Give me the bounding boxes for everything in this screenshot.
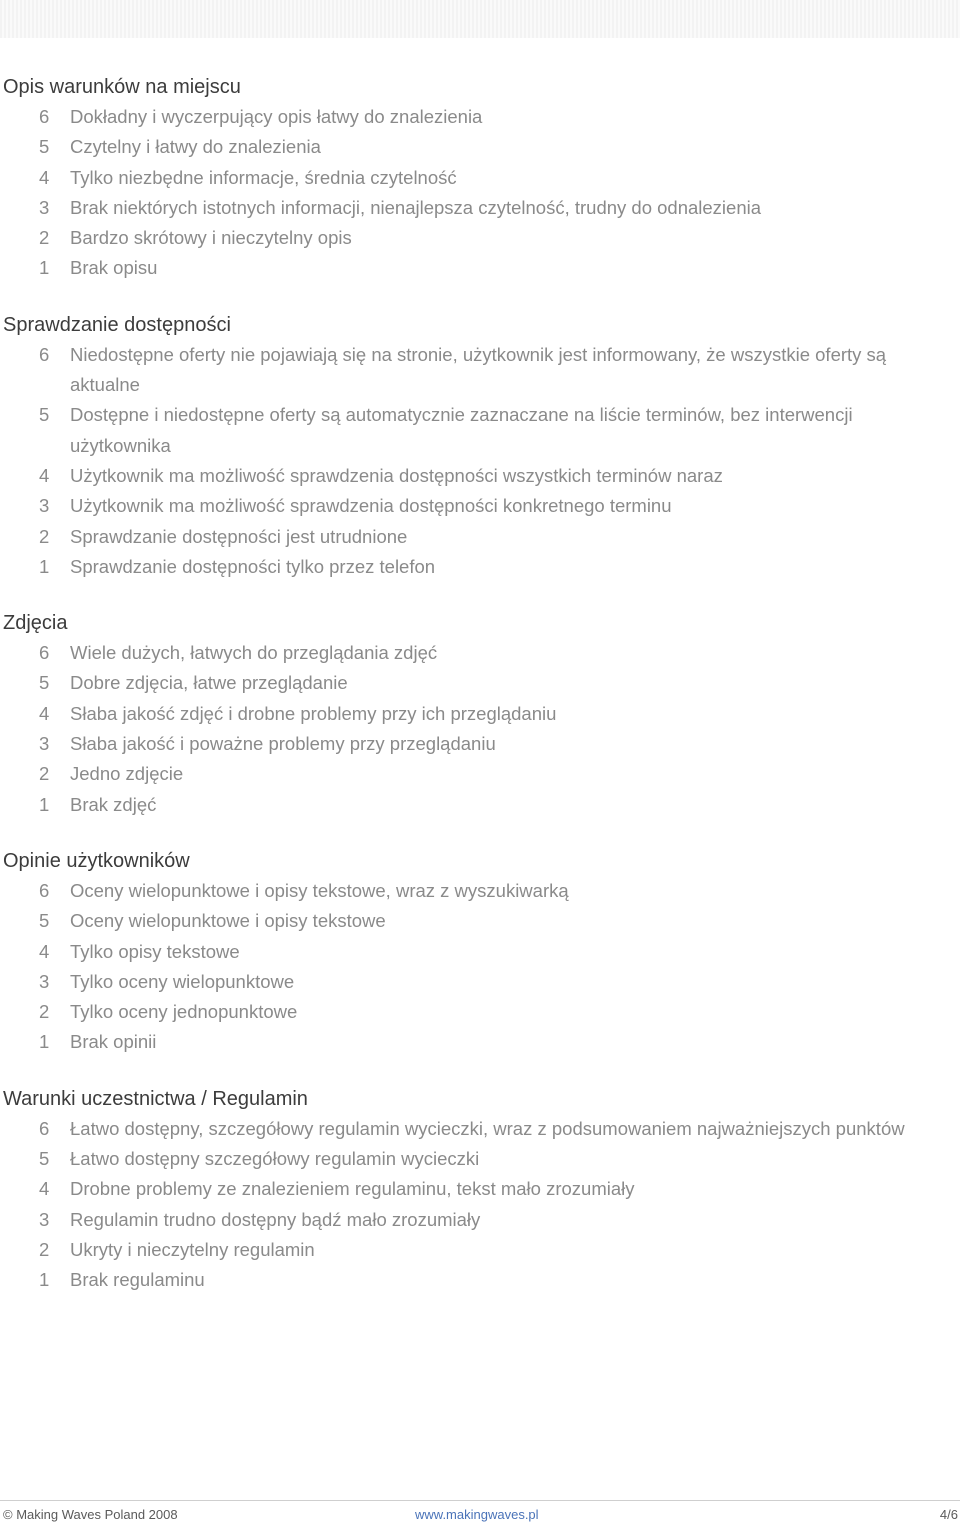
criteria-item bbox=[3, 906, 943, 936]
item-score: 5 bbox=[39, 136, 50, 158]
item-score: 1 bbox=[39, 257, 50, 279]
footer-website-link[interactable]: www.makingwaves.pl bbox=[415, 1507, 539, 1522]
criteria-item bbox=[3, 1027, 943, 1057]
item-description: Wiele dużych, łatwych do przeglądania zdjęć bbox=[70, 642, 438, 664]
item-score: 1 bbox=[39, 1269, 50, 1291]
item-score: 1 bbox=[39, 793, 50, 815]
item-score: 2 bbox=[39, 763, 50, 785]
criteria-item bbox=[3, 668, 943, 698]
item-score: 1 bbox=[39, 555, 50, 577]
criteria-item bbox=[3, 253, 943, 283]
item-score: 5 bbox=[39, 910, 50, 932]
criteria-item bbox=[3, 400, 943, 461]
item-description: Dostępne i niedostępne oferty są automatycznie zaznaczane na liście terminów, bez interwencji użytkownika bbox=[70, 404, 853, 456]
item-description: Tylko niezbędne informacje, średnia czytelność bbox=[70, 166, 457, 188]
item-score: 5 bbox=[39, 672, 50, 694]
page-number: 4/6 bbox=[939, 1507, 958, 1522]
criteria-item bbox=[3, 729, 943, 759]
criteria-item bbox=[3, 1174, 943, 1204]
item-score: 1 bbox=[39, 1031, 50, 1053]
criteria-section bbox=[3, 846, 943, 1058]
criteria-item bbox=[3, 102, 943, 132]
item-description: Oceny wielopunktowe i opisy tekstowe, wraz z wyszukiwarką bbox=[70, 879, 569, 901]
criteria-item bbox=[3, 937, 943, 967]
item-score: 6 bbox=[39, 1117, 50, 1139]
page-footer bbox=[3, 1507, 958, 1527]
item-score: 5 bbox=[39, 1148, 50, 1170]
item-description: Brak niektórych istotnych informacji, nienajlepsza czytelność, trudny do odnalezienia bbox=[70, 196, 762, 218]
item-description: Brak opisu bbox=[70, 257, 158, 279]
item-score: 6 bbox=[39, 106, 50, 127]
item-description: Użytkownik ma możliwość sprawdzenia dostępności wszystkich terminów naraz bbox=[70, 464, 723, 486]
item-score: 3 bbox=[39, 495, 50, 517]
criteria-item bbox=[3, 522, 943, 552]
criteria-item bbox=[3, 638, 943, 668]
item-description: Tylko opisy tekstowe bbox=[70, 940, 240, 962]
item-description: Dokładny i wyczerpujący opis łatwy do znalezienia bbox=[70, 106, 483, 127]
item-description: Jedno zdjęcie bbox=[70, 763, 184, 785]
criteria-section bbox=[3, 608, 943, 820]
item-description: Brak regulaminu bbox=[70, 1269, 205, 1291]
item-score: 4 bbox=[39, 1178, 50, 1200]
criteria-item bbox=[3, 340, 943, 401]
section-title: Warunki uczestnictwa / Regulamin bbox=[3, 1087, 308, 1110]
criteria-item bbox=[3, 876, 943, 906]
item-description: Dobre zdjęcia, łatwe przeglądanie bbox=[70, 672, 348, 694]
item-description: Łatwo dostępny szczegółowy regulamin wycieczki bbox=[70, 1148, 480, 1170]
item-description: Łatwo dostępny, szczegółowy regulamin wycieczki, wraz z podsumowaniem najważniejszych punktów bbox=[70, 1117, 905, 1139]
criteria-item bbox=[3, 1265, 943, 1295]
item-description: Drobne problemy ze znalezieniem regulaminu, tekst mało zrozumiały bbox=[70, 1178, 635, 1200]
criteria-item bbox=[3, 491, 943, 521]
top-band bbox=[0, 0, 960, 38]
item-score: 4 bbox=[39, 464, 50, 486]
section-title: Opis warunków na miejscu bbox=[3, 76, 241, 98]
item-score: 4 bbox=[39, 166, 50, 188]
criteria-item bbox=[3, 223, 943, 253]
criteria-section bbox=[3, 1084, 943, 1296]
criteria-item bbox=[3, 967, 943, 997]
criteria-item bbox=[3, 699, 943, 729]
item-description: Bardzo skrótowy i nieczytelny opis bbox=[70, 227, 352, 249]
item-description: Brak zdjęć bbox=[70, 793, 157, 815]
item-score: 3 bbox=[39, 970, 50, 992]
item-description: Oceny wielopunktowe i opisy tekstowe bbox=[70, 910, 386, 932]
item-score: 6 bbox=[39, 343, 50, 365]
section-title: Opinie użytkowników bbox=[3, 849, 190, 872]
criteria-item bbox=[3, 163, 943, 193]
criteria-item bbox=[3, 1114, 943, 1144]
item-description: Brak opinii bbox=[70, 1031, 157, 1053]
item-description: Słaba jakość zdjęć i drobne problemy przy ich przeglądaniu bbox=[70, 702, 557, 724]
criteria-item bbox=[3, 790, 943, 820]
item-description: Użytkownik ma możliwość sprawdzenia dostępności konkretnego terminu bbox=[70, 495, 672, 517]
item-description: Tylko oceny jednopunktowe bbox=[70, 1001, 298, 1023]
criteria-item bbox=[3, 461, 943, 491]
item-description: Słaba jakość i poważne problemy przy przeglądaniu bbox=[70, 733, 496, 755]
criteria-item bbox=[3, 759, 943, 789]
item-description: Ukryty i nieczytelny regulamin bbox=[70, 1238, 315, 1260]
criteria-item bbox=[3, 132, 943, 162]
criteria-item bbox=[3, 1205, 943, 1235]
criteria-item bbox=[3, 1144, 943, 1174]
item-description: Sprawdzanie dostępności tylko przez telefon bbox=[70, 555, 436, 577]
footer-divider bbox=[0, 1500, 960, 1501]
item-score: 5 bbox=[39, 404, 50, 426]
item-score: 3 bbox=[39, 733, 50, 755]
item-description: Tylko oceny wielopunktowe bbox=[70, 970, 295, 992]
item-score: 4 bbox=[39, 702, 50, 724]
criteria-item bbox=[3, 193, 943, 223]
item-description: Czytelny i łatwy do znalezienia bbox=[70, 136, 321, 158]
criteria-section bbox=[3, 310, 943, 582]
section-title: Sprawdzanie dostępności bbox=[3, 313, 231, 336]
item-score: 3 bbox=[39, 196, 50, 218]
item-description: Regulamin trudno dostępny bądź mało zrozumiały bbox=[70, 1208, 481, 1230]
criteria-item bbox=[3, 1235, 943, 1265]
criteria-item bbox=[3, 997, 943, 1027]
item-description: Sprawdzanie dostępności jest utrudnione bbox=[70, 525, 408, 547]
item-score: 6 bbox=[39, 642, 50, 664]
item-score: 2 bbox=[39, 1001, 50, 1023]
criteria-section bbox=[3, 72, 943, 284]
item-score: 6 bbox=[39, 879, 50, 901]
item-score: 2 bbox=[39, 525, 50, 547]
rating-criteria bbox=[3, 72, 943, 1322]
item-score: 4 bbox=[39, 940, 50, 962]
item-score: 3 bbox=[39, 1208, 50, 1230]
criteria-item bbox=[3, 552, 943, 582]
item-description: Niedostępne oferty nie pojawiają się na stronie, użytkownik jest informowany, że wszystkie oferty są aktualne bbox=[70, 343, 887, 396]
item-score: 2 bbox=[39, 1238, 50, 1260]
item-score: 2 bbox=[39, 227, 50, 249]
footer-copyright: © Making Waves Poland 2008 bbox=[3, 1507, 178, 1522]
section-title: Zdjęcia bbox=[3, 612, 68, 635]
